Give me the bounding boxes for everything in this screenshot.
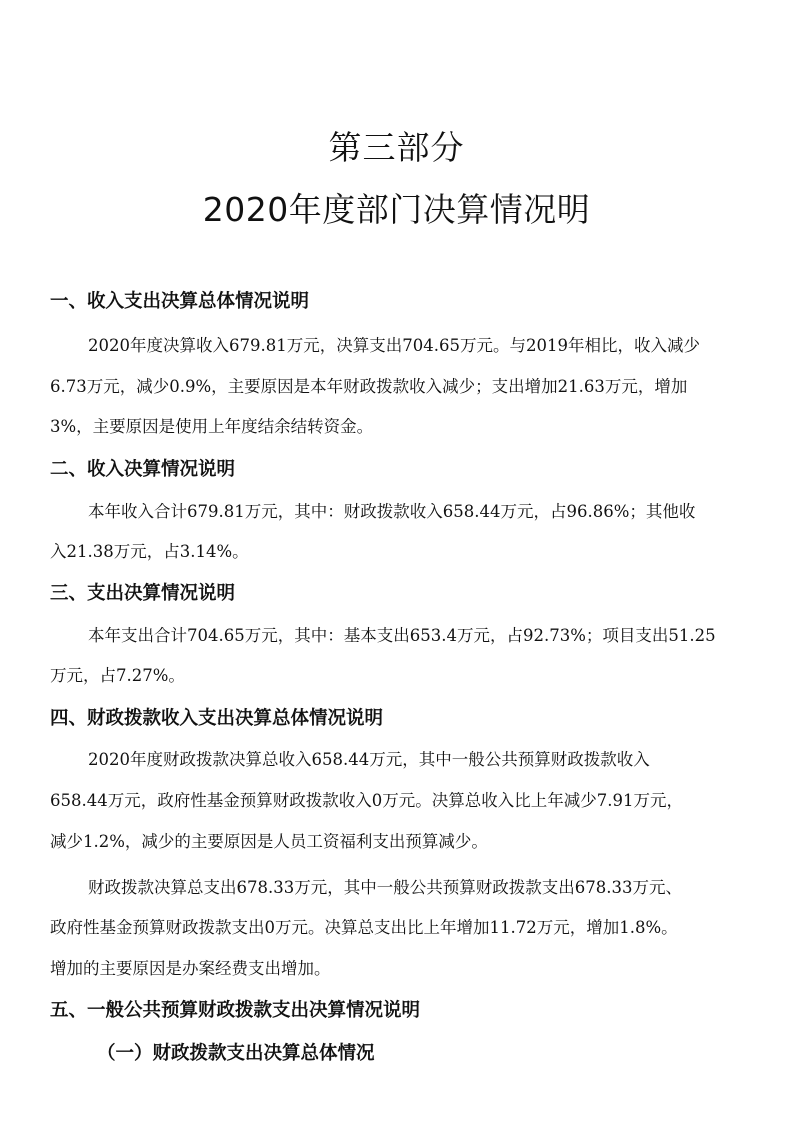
section-3-line-1: 本年支出合计704.65万元，其中：基本支出653.4万元，占92.73%；项目支出51.25: [88, 626, 716, 645]
section-3-line-2: 万元，占7.27%。: [50, 666, 185, 685]
document-title: 2020年度部门决算情况明: [202, 190, 591, 229]
part-title: 第三部分: [328, 128, 465, 167]
section-5-subheading: （一）财政拨款支出决算总体情况: [97, 1043, 375, 1064]
section-2-line-2: 入21.38万元，占3.14%。: [50, 542, 249, 561]
section-3-heading: 三、支出决算情况说明: [50, 583, 236, 604]
section-1-line-2: 6.73万元，减少0.9%，主要原因是本年财政拨款收入减少；支出增加21.63万元，增加: [50, 377, 688, 396]
section-5-heading: 五、一般公共预算财政拨款支出决算情况说明: [50, 1000, 421, 1021]
section-1-line-3: 3%，主要原因是使用上年度结余结转资金。: [50, 417, 374, 436]
section-1-heading: 一、收入支出决算总体情况说明: [50, 291, 310, 312]
section-4-para-1-line-3: 减少1.2%，减少的主要原因是人员工资福利支出预算减少。: [50, 832, 488, 851]
section-4-para-1-line-1: 2020年度财政拨款决算总收入658.44万元，其中一般公共预算财政拨款收入: [88, 750, 650, 769]
section-2-line-1: 本年收入合计679.81万元，其中：财政拨款收入658.44万元，占96.86%；其他收: [88, 502, 696, 521]
section-4-para-2-line-1: 财政拨款决算总支出678.33万元，其中一般公共预算财政拨款支出678.33万元、: [88, 878, 682, 897]
section-4-para-2-line-2: 政府性基金预算财政拨款支出0万元。决算总支出比上年增加11.72万元，增加1.8%。: [50, 918, 678, 937]
section-4-para-2-line-3: 增加的主要原因是办案经费支出增加。: [50, 959, 331, 978]
section-4-para-1-line-2: 658.44万元，政府性基金预算财政拨款收入0万元。决算总收入比上年减少7.91万元，: [50, 791, 683, 810]
section-2-heading: 二、收入决算情况说明: [50, 459, 236, 480]
section-1-line-1: 2020年度决算收入679.81万元，决算支出704.65万元。与2019年相比，收入减少: [88, 336, 700, 355]
section-4-heading: 四、财政拨款收入支出决算总体情况说明: [50, 708, 384, 729]
